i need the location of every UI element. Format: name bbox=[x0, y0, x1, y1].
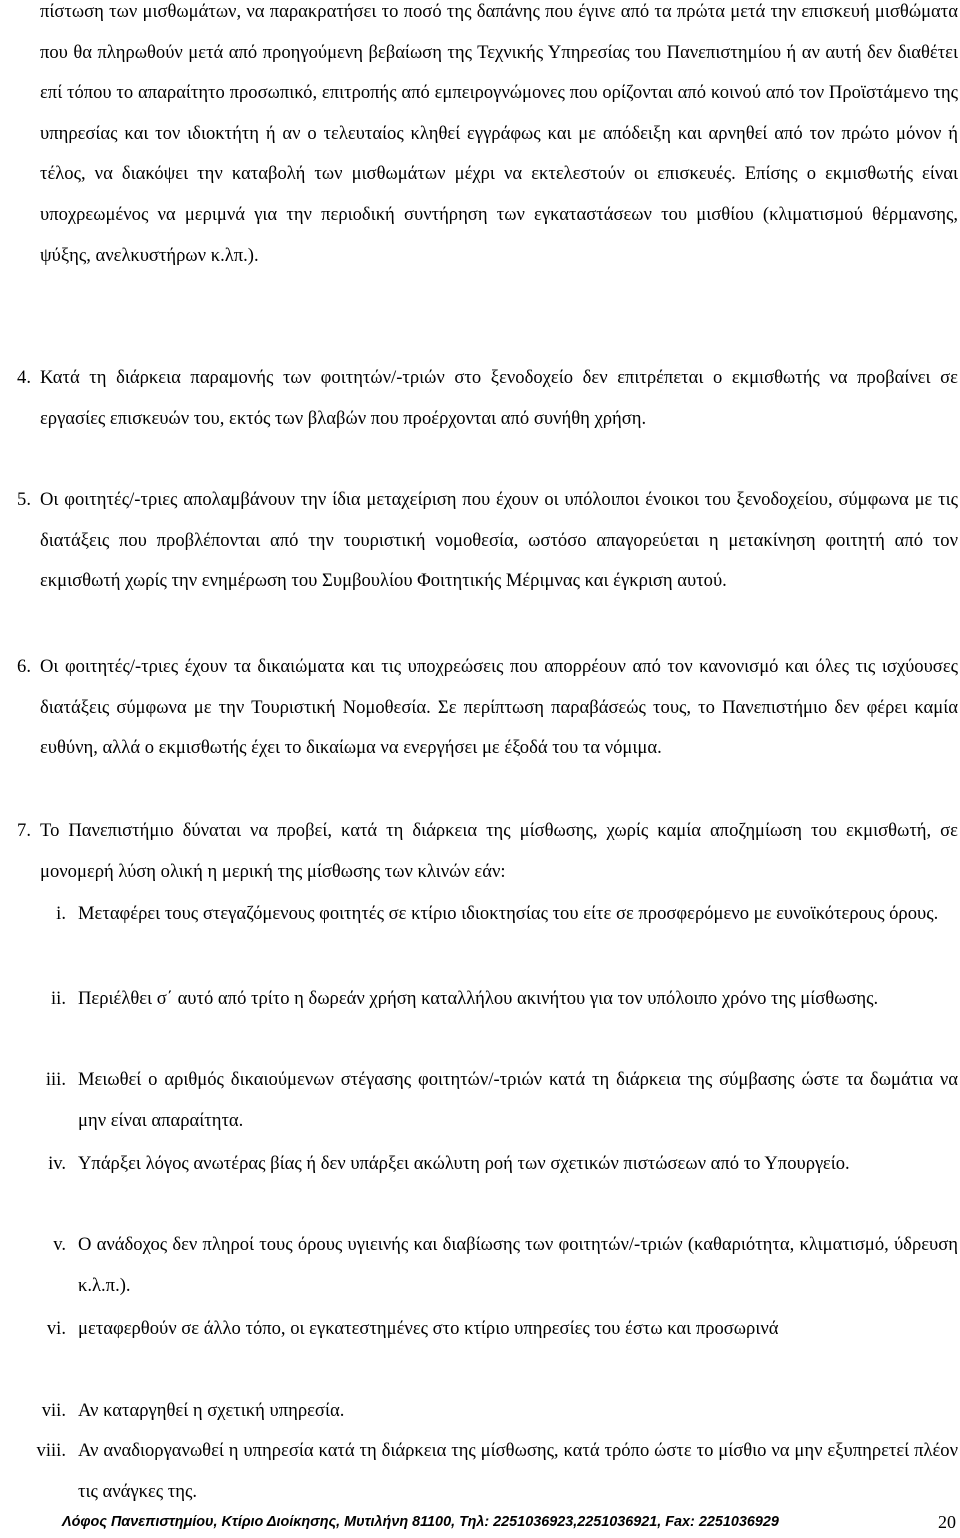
item-text: Οι φοιτητές/-τριες έχουν τα δικαιώματα και τις υποχρεώσεις που απορρέουν από τον κανονισμό και όλες τις ισχύουσες διατάξεις σύμφωνα με την Τουριστική Νομοθεσία. Σε περίπτωση παραβάσεώς τους, το Πανεπιστήμιο δεν φέρει καμία ευθύνη, αλλά ο εκμισθωτής έχει το δικαίωμα να ενεργήσει με έξοδά του τα νόμιμα. bbox=[40, 656, 958, 759]
item-number: 7. bbox=[17, 820, 31, 841]
sub-item-number: iii. bbox=[45, 1069, 66, 1090]
sub-item-number: iv. bbox=[48, 1153, 66, 1174]
sub-item-text: Αν καταργηθεί η σχετική υπηρεσία. bbox=[78, 1400, 345, 1421]
page-number: 20 bbox=[938, 1512, 956, 1532]
sub-item-text: Ο ανάδοχος δεν πληροί τους όρους υγιεινής και διαβίωσης των φοιτητών/-τριών (καθαριότητα, κλιματισμό, ύδρευση κ.λ.π.). bbox=[78, 1234, 958, 1296]
item-text: Οι φοιτητές/-τριες απολαμβάνουν την ίδια μεταχείριση που έχουν οι υπόλοιποι ένοικοι του ξενοδοχείου, σύμφωνα με τις διατάξεις που προβλέπονται από την τουριστική νομοθεσία, ωστόσο απαγορεύεται η μετακίνηση φοιτητή από τον εκμισθωτή χωρίς την ενημέρωση του Συμβουλίου Φοιτητικής Μέριμνας και έγκριση αυτού. bbox=[40, 489, 958, 592]
page-footer bbox=[0, 1512, 960, 1538]
item-text: Κατά τη διάρκεια παραμονής των φοιτητών/-τριών στο ξενοδοχείο δεν επιτρέπεται ο εκμισθωτής να προβαίνει σε εργασίες επισκευών του, εκτός των βλαβών που προέρχονται από συνήθη χρήση. bbox=[40, 367, 958, 429]
footer-address: Λόφος Πανεπιστημίου, Κτίριο Διοίκησης, Μυτιλήνη 81100, Τηλ: 2251036923,2251036921, Fax: 2251036929 bbox=[62, 1514, 779, 1530]
item-text: Το Πανεπιστήμιο δύναται να προβεί, κατά τη διάρκεια της μίσθωσης, χωρίς καμία αποζημίωση του εκμισθωτή, σε μονομερή λύση ολική η μερική της μίσθωσης των κλινών εάν: bbox=[40, 820, 958, 882]
sub-item-number: vi. bbox=[46, 1318, 66, 1339]
sub-item-text: Υπάρξει λόγος ανωτέρας βίας ή δεν υπάρξει ακώλυτη ροή των σχετικών πιστώσεων από το Υπουργείο. bbox=[78, 1153, 850, 1174]
sub-item-text: Μειωθεί ο αριθμός δικαιούμενων στέγασης φοιτητών/-τριών κατά τη διάρκεια της σύμβασης ώστε τα δωμάτια να μην είναι απαραίτητα. bbox=[78, 1069, 958, 1131]
sub-item-number: viii. bbox=[36, 1440, 66, 1461]
item-number: 6. bbox=[17, 656, 31, 677]
sub-item-number: vii. bbox=[41, 1400, 66, 1421]
item-number: 4. bbox=[17, 367, 31, 388]
intro-paragraph: πίστωση των μισθωμάτων, να παρακρατήσει το ποσό της δαπάνης που έγινε από τα πρώτα μετά την επισκευή μισθώματα που θα πληρωθούν μετά από προηγούμενη βεβαίωση της Τεχνικής Υπηρεσίας του Πανεπιστημίου ή αν αυτή δεν διαθέτει επί τόπου το απαραίτητο προσωπικό, επιτροπής από εμπειρογνώμονες που ορίζονται από κοινού από τον Προϊστάμενο της υπηρεσίας και τον ιδιοκτήτη ή αν ο τελευταίος κληθεί εγγράφως και με απόδειξη και αρνηθεί από τον πρώτο μόνον ή τέλος, να διακόψει την καταβολή των μισθωμάτων μέχρι να εκτελεστούν οι επισκευές. Επίσης ο εκμισθωτής είναι υποχρεωμένος να μεριμνά για την περιοδική συντήρηση των εγκαταστάσεων του μισθίου (κλιματισμού θέρμανσης, ψύξης, ανελκυστήρων κ.λπ.). bbox=[40, 1, 958, 266]
sub-item-number: v. bbox=[53, 1234, 66, 1255]
item-number: 5. bbox=[17, 489, 31, 510]
sub-item-text: Μεταφέρει τους στεγαζόμενους φοιτητές σε κτίριο ιδιοκτησίας του είτε σε προσφερόμενο με ευνοϊκότερους όρους. bbox=[78, 903, 939, 924]
sub-item-number: ii. bbox=[51, 988, 66, 1009]
sub-item-number: i. bbox=[56, 903, 66, 924]
sub-item-text: μεταφερθούν σε άλλο τόπο, οι εγκατεστημένες στο κτίριο υπηρεσίες του έστω και προσωρινά bbox=[78, 1318, 779, 1339]
sub-item-text: Αν αναδιοργανωθεί η υπηρεσία κατά τη διάρκεια της μίσθωσης, κατά τρόπο ώστε το μίσθιο να μην εξυπηρετεί πλέον τις ανάγκες της. bbox=[78, 1440, 958, 1502]
sub-item-text: Περιέλθει σ΄ αυτό από τρίτο η δωρεάν χρήση καταλλήλου ακινήτου για τον υπόλοιπο χρόνο της μίσθωσης. bbox=[78, 988, 879, 1009]
